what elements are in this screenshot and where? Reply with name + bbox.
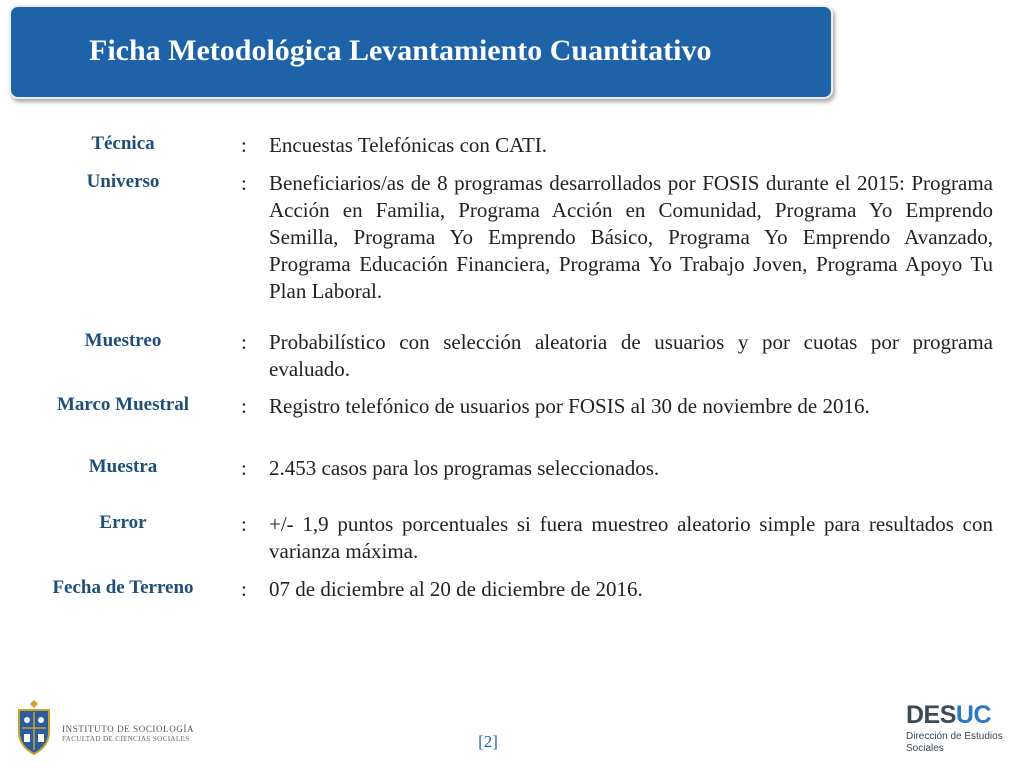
desuc-wordmark-des: DES: [906, 701, 956, 729]
university-crest-icon: [14, 698, 54, 756]
institute-subtitle: FACULTAD DE CIENCIAS SOCIALES: [62, 735, 190, 743]
desuc-logo: [906, 703, 1016, 758]
field-value: Probabilístico con selección aleatoria de usuarios y por cuotas por programa evaluado.: [269, 330, 993, 381]
field-label: Muestra: [88, 456, 158, 477]
field-label: Técnica: [91, 133, 155, 154]
separator: :: [241, 577, 247, 601]
separator: :: [241, 330, 247, 354]
separator: :: [241, 394, 247, 418]
field-label: Marco Muestral: [56, 394, 190, 415]
separator: :: [241, 512, 247, 536]
desuc-subtitle-line1: Dirección de Estudios: [906, 731, 1003, 742]
page-number: [2]: [478, 732, 498, 751]
field-value: Encuestas Telefónicas con CATI.: [269, 133, 548, 157]
title-banner: [9, 5, 833, 99]
field-label: Muestreo: [84, 330, 162, 351]
field-label: Error: [99, 512, 147, 533]
field-value: 07 de diciembre al 20 de diciembre de 2016.: [269, 577, 643, 601]
desuc-wordmark: [906, 703, 1016, 728]
field-label: Universo: [86, 171, 160, 192]
institute-name: INSTITUTO DE SOCIOLOGÍA: [62, 724, 195, 734]
separator: :: [241, 133, 247, 157]
separator: :: [241, 171, 247, 195]
page-title: Ficha Metodológica Levantamiento Cuantitativo: [89, 34, 712, 67]
desuc-subtitle-line2: Sociales: [906, 743, 944, 754]
field-value: Registro telefónico de usuarios por FOSIS al 30 de noviembre de 2016.: [269, 394, 870, 418]
separator: :: [241, 456, 247, 480]
desuc-wordmark-uc: UC: [955, 701, 992, 729]
field-value: Beneficiarios/as de 8 programas desarrollados por FOSIS durante el 2015: Programa Acción en Familia, Programa Acción en Comunidad, Programa Yo Emprendo Semilla, Programa Yo Emprendo Básico, Programa Yo Emprendo Avanzado, Programa Educación Financiera, Programa Yo Trabajo Joven, Programa Apoyo Tu Plan Laboral.: [269, 171, 993, 303]
field-value: 2.453 casos para los programas seleccionados.: [269, 456, 660, 480]
field-label: Fecha de Terreno: [52, 577, 194, 598]
institute-logo: [14, 698, 204, 756]
field-value: +/- 1,9 puntos porcentuales si fuera muestreo aleatorio simple para resultados con varianza máxima.: [269, 512, 993, 563]
